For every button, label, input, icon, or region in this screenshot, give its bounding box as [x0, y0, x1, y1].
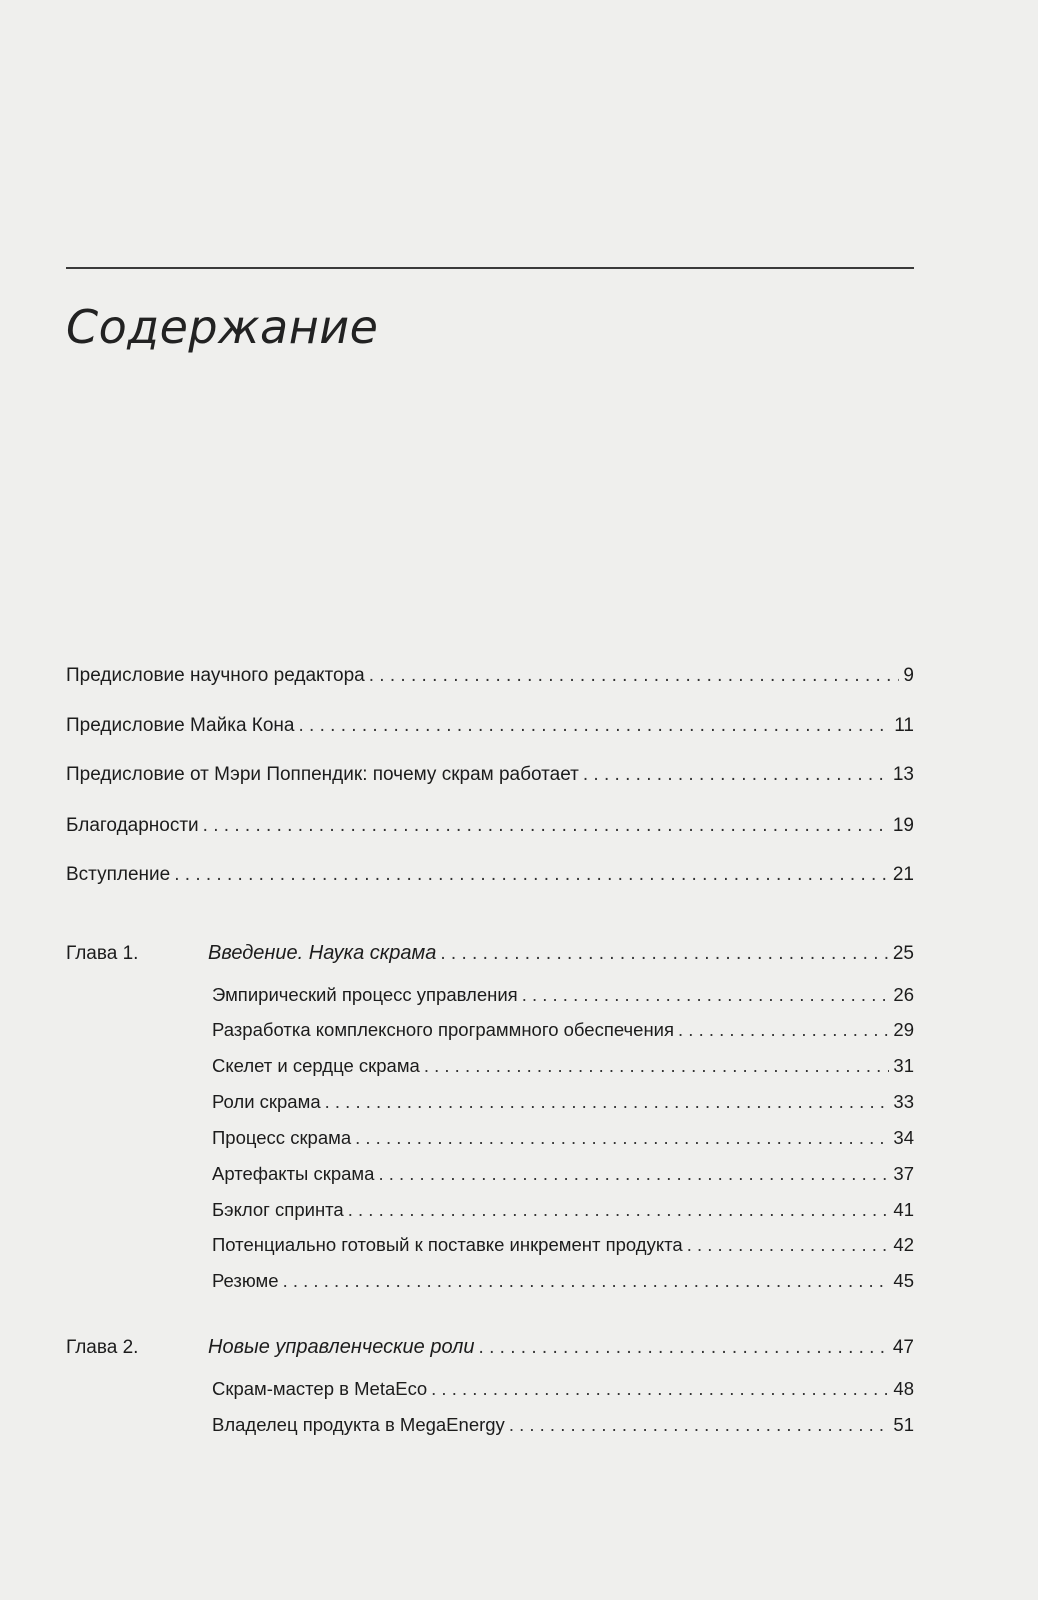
toc-entry-page: 21 — [892, 864, 914, 885]
toc-entry-label: Предисловие научного редактора — [66, 665, 365, 686]
toc-entry-page: 29 — [893, 1019, 914, 1040]
chapter-title: Новые управленческие роли — [208, 1336, 475, 1358]
toc-entry-front-2[interactable] — [66, 714, 914, 738]
toc-entry-chapter-1[interactable] — [208, 941, 914, 965]
toc-entry-label: Бэклог спринта — [212, 1199, 344, 1220]
toc-entry-label: Резюме — [212, 1270, 279, 1291]
toc-entry-label: Предисловие Майка Кона — [66, 715, 295, 736]
toc-entry-page: 26 — [893, 984, 914, 1005]
toc-entry-label: Роли скрама — [212, 1091, 321, 1112]
toc-entry-label: Предисловие от Мэри Поппендик: почему скрам работает — [66, 764, 579, 785]
toc-entry-label: Эмпирический процесс управления — [212, 984, 518, 1005]
toc-entry-page: 19 — [892, 815, 914, 836]
toc-entry-page: 34 — [893, 1127, 914, 1148]
toc-entry-page: 42 — [893, 1234, 914, 1255]
toc-entry-section[interactable] — [212, 1269, 914, 1293]
toc-entry-label: Разработка комплексного программного обеспечения — [212, 1019, 675, 1040]
chapter-title: Введение. Наука скрама — [208, 942, 437, 964]
dot-leader — [440, 942, 889, 966]
toc-entry-section[interactable] — [212, 1090, 914, 1114]
toc-entry-label: Вступление — [66, 864, 171, 885]
toc-entry-page: 41 — [893, 1199, 914, 1220]
dot-leader — [424, 1054, 890, 1078]
toc-entry-label: Владелец продукта в MegaEnergy — [212, 1414, 505, 1435]
dot-leader — [583, 763, 889, 787]
toc-entry-section[interactable] — [212, 1018, 914, 1042]
page-title: Содержание — [66, 300, 379, 354]
toc-entry-page: 31 — [893, 1055, 914, 1076]
dot-leader — [348, 1198, 890, 1222]
toc-entry-section[interactable] — [212, 1126, 914, 1150]
toc-entry-front-5[interactable] — [66, 863, 914, 887]
dot-leader — [298, 714, 890, 738]
toc-entry-page: 45 — [893, 1270, 914, 1291]
toc-entry-label: Скрам-мастер в MetaEco — [212, 1378, 428, 1399]
toc-entry-chapter-2[interactable] — [208, 1335, 914, 1359]
toc-entry-front-3[interactable] — [66, 763, 914, 787]
dot-leader — [369, 664, 900, 688]
toc-entry-label: Благодарности — [66, 815, 199, 836]
toc-entry-page: 48 — [893, 1378, 914, 1399]
toc-entry-section[interactable] — [212, 1162, 914, 1186]
toc-entry-page: 51 — [893, 1414, 914, 1435]
toc-entry-label: Скелет и сердце скрама — [212, 1055, 420, 1076]
toc-entry-label: Процесс скрама — [212, 1127, 352, 1148]
toc-entry-section[interactable] — [212, 1198, 914, 1222]
dot-leader — [283, 1269, 890, 1293]
dot-leader — [203, 814, 889, 838]
dot-leader — [431, 1377, 889, 1401]
toc-entry-front-4[interactable] — [66, 814, 914, 838]
dot-leader — [325, 1090, 890, 1114]
toc-entry-section[interactable] — [212, 1413, 914, 1437]
toc-entry-label: Артефакты скрама — [212, 1163, 375, 1184]
toc-entry-page: 11 — [894, 715, 914, 736]
toc-entry-page: 13 — [892, 764, 914, 785]
toc-entry-page: 37 — [893, 1163, 914, 1184]
dot-leader — [522, 983, 890, 1007]
toc-entry-page: 25 — [892, 943, 914, 964]
chapter-number: Глава 1. — [66, 943, 139, 964]
toc-entry-section[interactable] — [212, 1054, 914, 1078]
toc-entry-section[interactable] — [212, 983, 914, 1007]
dot-leader — [479, 1336, 889, 1360]
chapter-number: Глава 2. — [66, 1337, 139, 1358]
toc-entry-label: Потенциально готовый к поставке инкремент продукта — [212, 1234, 683, 1255]
dot-leader — [678, 1018, 889, 1042]
dot-leader — [174, 863, 889, 887]
toc-entry-page: 33 — [893, 1091, 914, 1112]
toc-entry-page: 47 — [892, 1337, 914, 1358]
toc-entry-front-1[interactable] — [66, 664, 914, 688]
dot-leader — [355, 1126, 889, 1150]
toc-entry-page: 9 — [903, 665, 914, 686]
dot-leader — [687, 1233, 890, 1257]
toc-entry-section[interactable] — [212, 1233, 914, 1257]
toc-entry-section[interactable] — [212, 1377, 914, 1401]
dot-leader — [509, 1413, 890, 1437]
dot-leader — [378, 1162, 889, 1186]
